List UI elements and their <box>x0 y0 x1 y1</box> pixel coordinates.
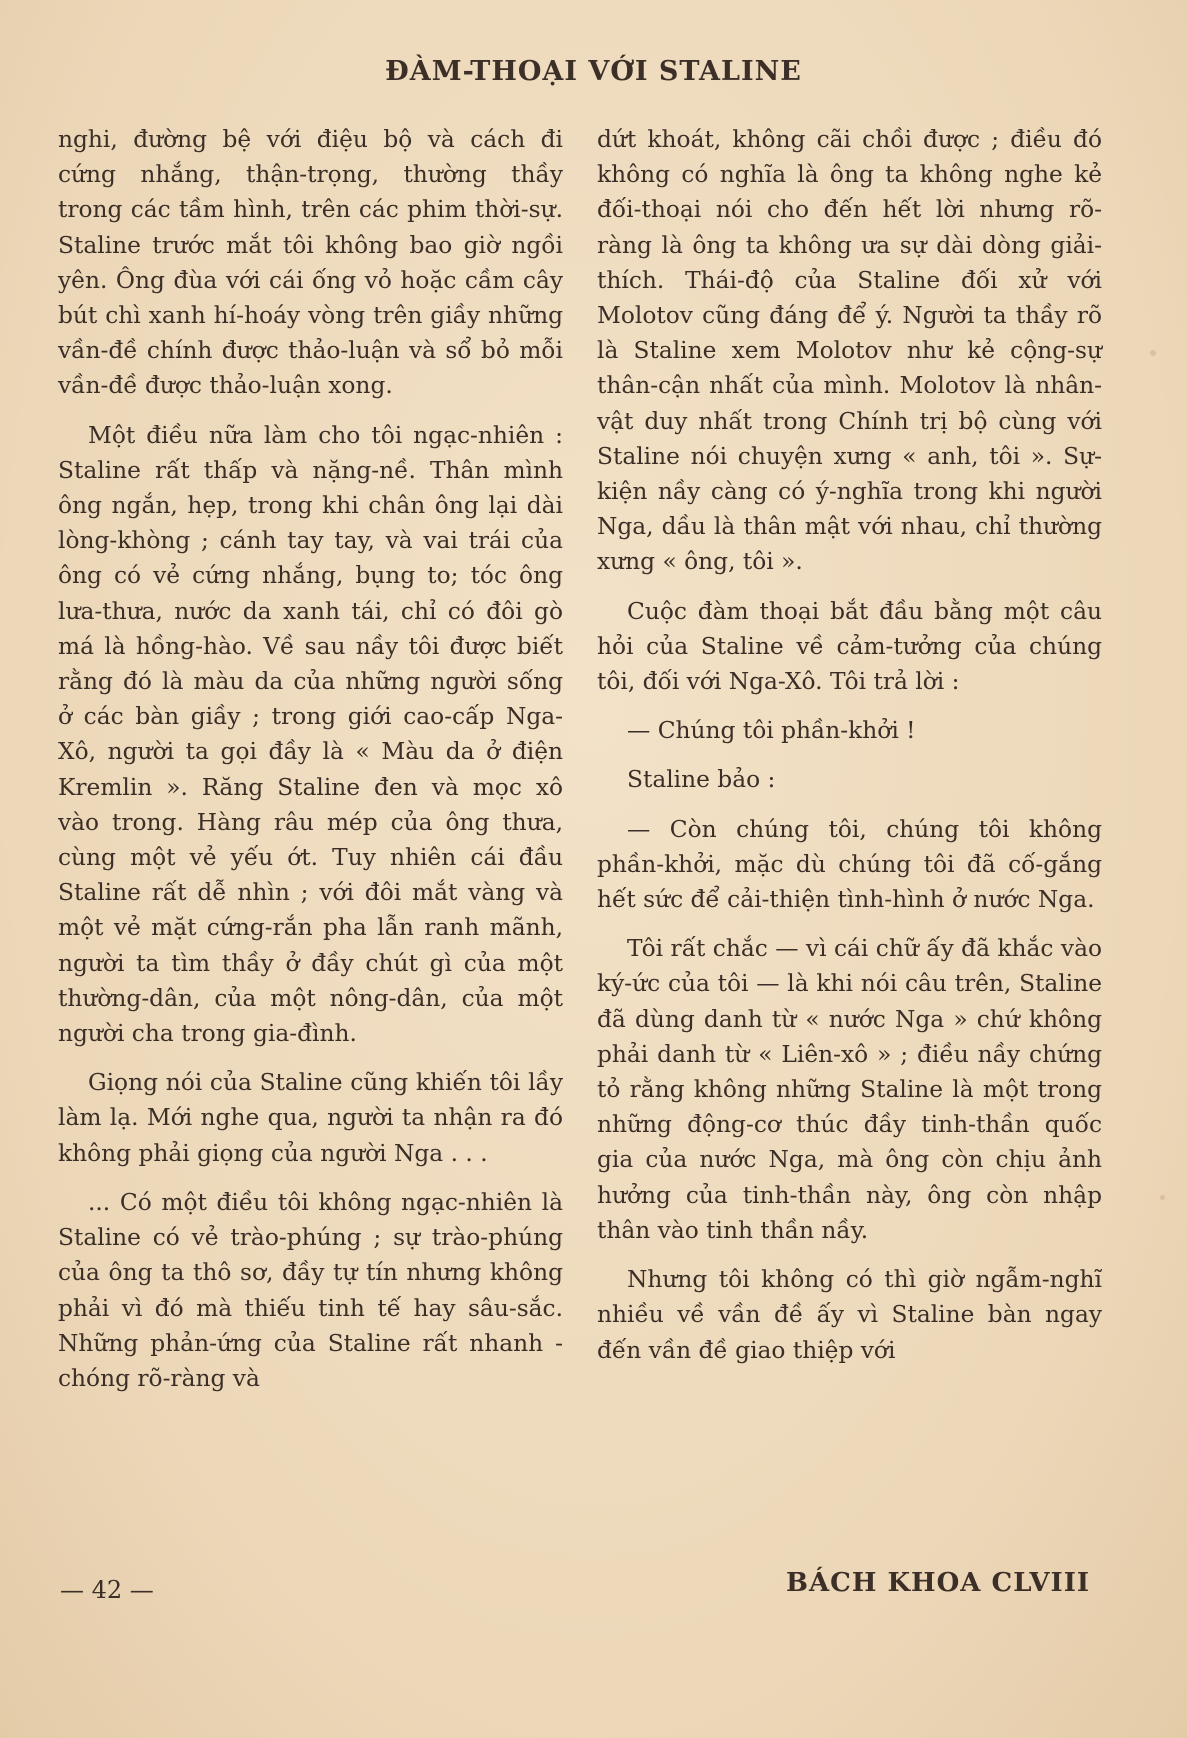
paragraph: Cuộc đàm thoại bắt đầu bằng một câu hỏi của Staline về cảm-tưởng của chúng tôi, đối với Nga-Xô. Tôi trả lời : <box>597 597 1102 696</box>
page-number: — 42 — <box>60 1576 154 1604</box>
paragraph: nghi, đường bệ với điệu bộ và cách đi cứng nhắng, thận-trọng, thường thầy trong các tầm hình, trên các phim thời-sự. Staline trước mắt tôi không bao giờ ngồi yên. Ông đùa với cái ống vỏ hoặc cầm cây bút chì xanh hí-hoáy vòng trên giầy những vần-đề chính được thảo-luận và sổ bỏ mỗi vần-đề được thảo-luận xong. <box>58 126 563 400</box>
right-column <box>597 122 1102 1382</box>
paragraph: Giọng nói của Staline cũng khiến tôi lầy làm lạ. Mới nghe qua, người ta nhận ra đó không phải giọng của người Nga . . . <box>58 1069 563 1167</box>
paragraph: dứt khoát, không cãi chồi được ; điều đó không có nghĩa là ông ta không nghe kẻ đối-thoại nói cho đến hết lời nhưng rõ-ràng là ông ta không ưa sự dài dòng giải-thích. Thái-độ của Staline đối xử với Molotov cũng đáng để ý. Người ta thầy rõ là Staline xem Molotov như kẻ cộng-sự thân-cận nhất của mình. Molotov là nhân-vật duy nhất trong Chính trị bộ cùng với Staline nói chuyện xưng « anh, tôi ». Sự-kiện nầy càng có ý-nghĩa trong khi người Nga, dầu là thân mật với nhau, chỉ thường xưng « ông, tôi ». <box>597 126 1102 576</box>
paragraph: Nhưng tôi không có thì giờ ngẫm-nghĩ nhiều về vần đề ấy vì Staline bàn ngay đến vần đề giao thiệp với <box>597 1266 1102 1364</box>
paragraph: Staline bảo : <box>627 766 776 794</box>
page-header: ĐÀM-THOẠI VỚI STALINE <box>385 56 802 87</box>
dialog-line: — Chúng tôi phần-khởi ! <box>627 717 916 745</box>
paper-spot <box>1150 350 1156 356</box>
paragraph: ... Có một điều tôi không ngạc-nhiên là Staline có vẻ trào-phúng ; sự trào-phúng của ông ta thô sơ, đầy tự tín nhưng không phải vì đó mà thiếu tinh tế hay sâu-sắc. Những phản-ứng của Staline rất nhanh - chóng rõ-ràng và <box>58 1188 563 1392</box>
paper-spot <box>1160 1195 1165 1200</box>
dialog-line: — Còn chúng tôi, chúng tôi không phần-khởi, mặc dù chúng tôi đã cố-gắng hết sức để cải-thiện tình-hình ở nước Nga. <box>597 815 1102 914</box>
magazine-issue: BÁCH KHOA CLVIII <box>786 1568 1091 1598</box>
paragraph: Một điều nữa làm cho tôi ngạc-nhiên : Staline rất thấp và nặng-nề. Thân mình ông ngắn, hẹp, trong khi chân ông lại dài lòng-khòng ; cánh tay tay, và vai trái của ông có vẻ cứng nhắng, bụng to; tóc ông lưa-thưa, nước da xanh tái, chỉ có đôi gò má là hồng-hào. Về sau nầy tôi được biết rằng đó là màu da của những người sống ở các bàn giầy ; trong giới cao-cấp Nga-Xô, người ta gọi đầy là « Màu da ở điện Kremlin ». Răng Staline đen và mọc xô vào trong. Hàng râu mép của ông thưa, cùng một vẻ yếu ớt. Tuy nhiên cái đầu Staline rất dễ nhìn ; với đôi mắt vàng và một vẻ mặt cứng-rắn pha lẫn ranh mãnh, người ta tìm thầy ở đầy chút gì của một thường-dân, của một nông-dân, của một người cha trong gia-đình. <box>58 421 563 1048</box>
left-column <box>58 122 563 1410</box>
paragraph: Tôi rất chắc — vì cái chữ ấy đã khắc vào ký-ức của tôi — là khi nói câu trên, Staline đã dùng danh từ « nước Nga » chứ không phải danh từ « Liên-xô » ; điều nầy chứng tỏ rằng không những Staline là một trong những động-cơ thúc đầy tinh-thần quốc gia của nước Nga, mà ông còn chịu ảnh hưởng của tinh-thần này, ông còn nhập thân vào tinh thần nầy. <box>597 935 1102 1244</box>
